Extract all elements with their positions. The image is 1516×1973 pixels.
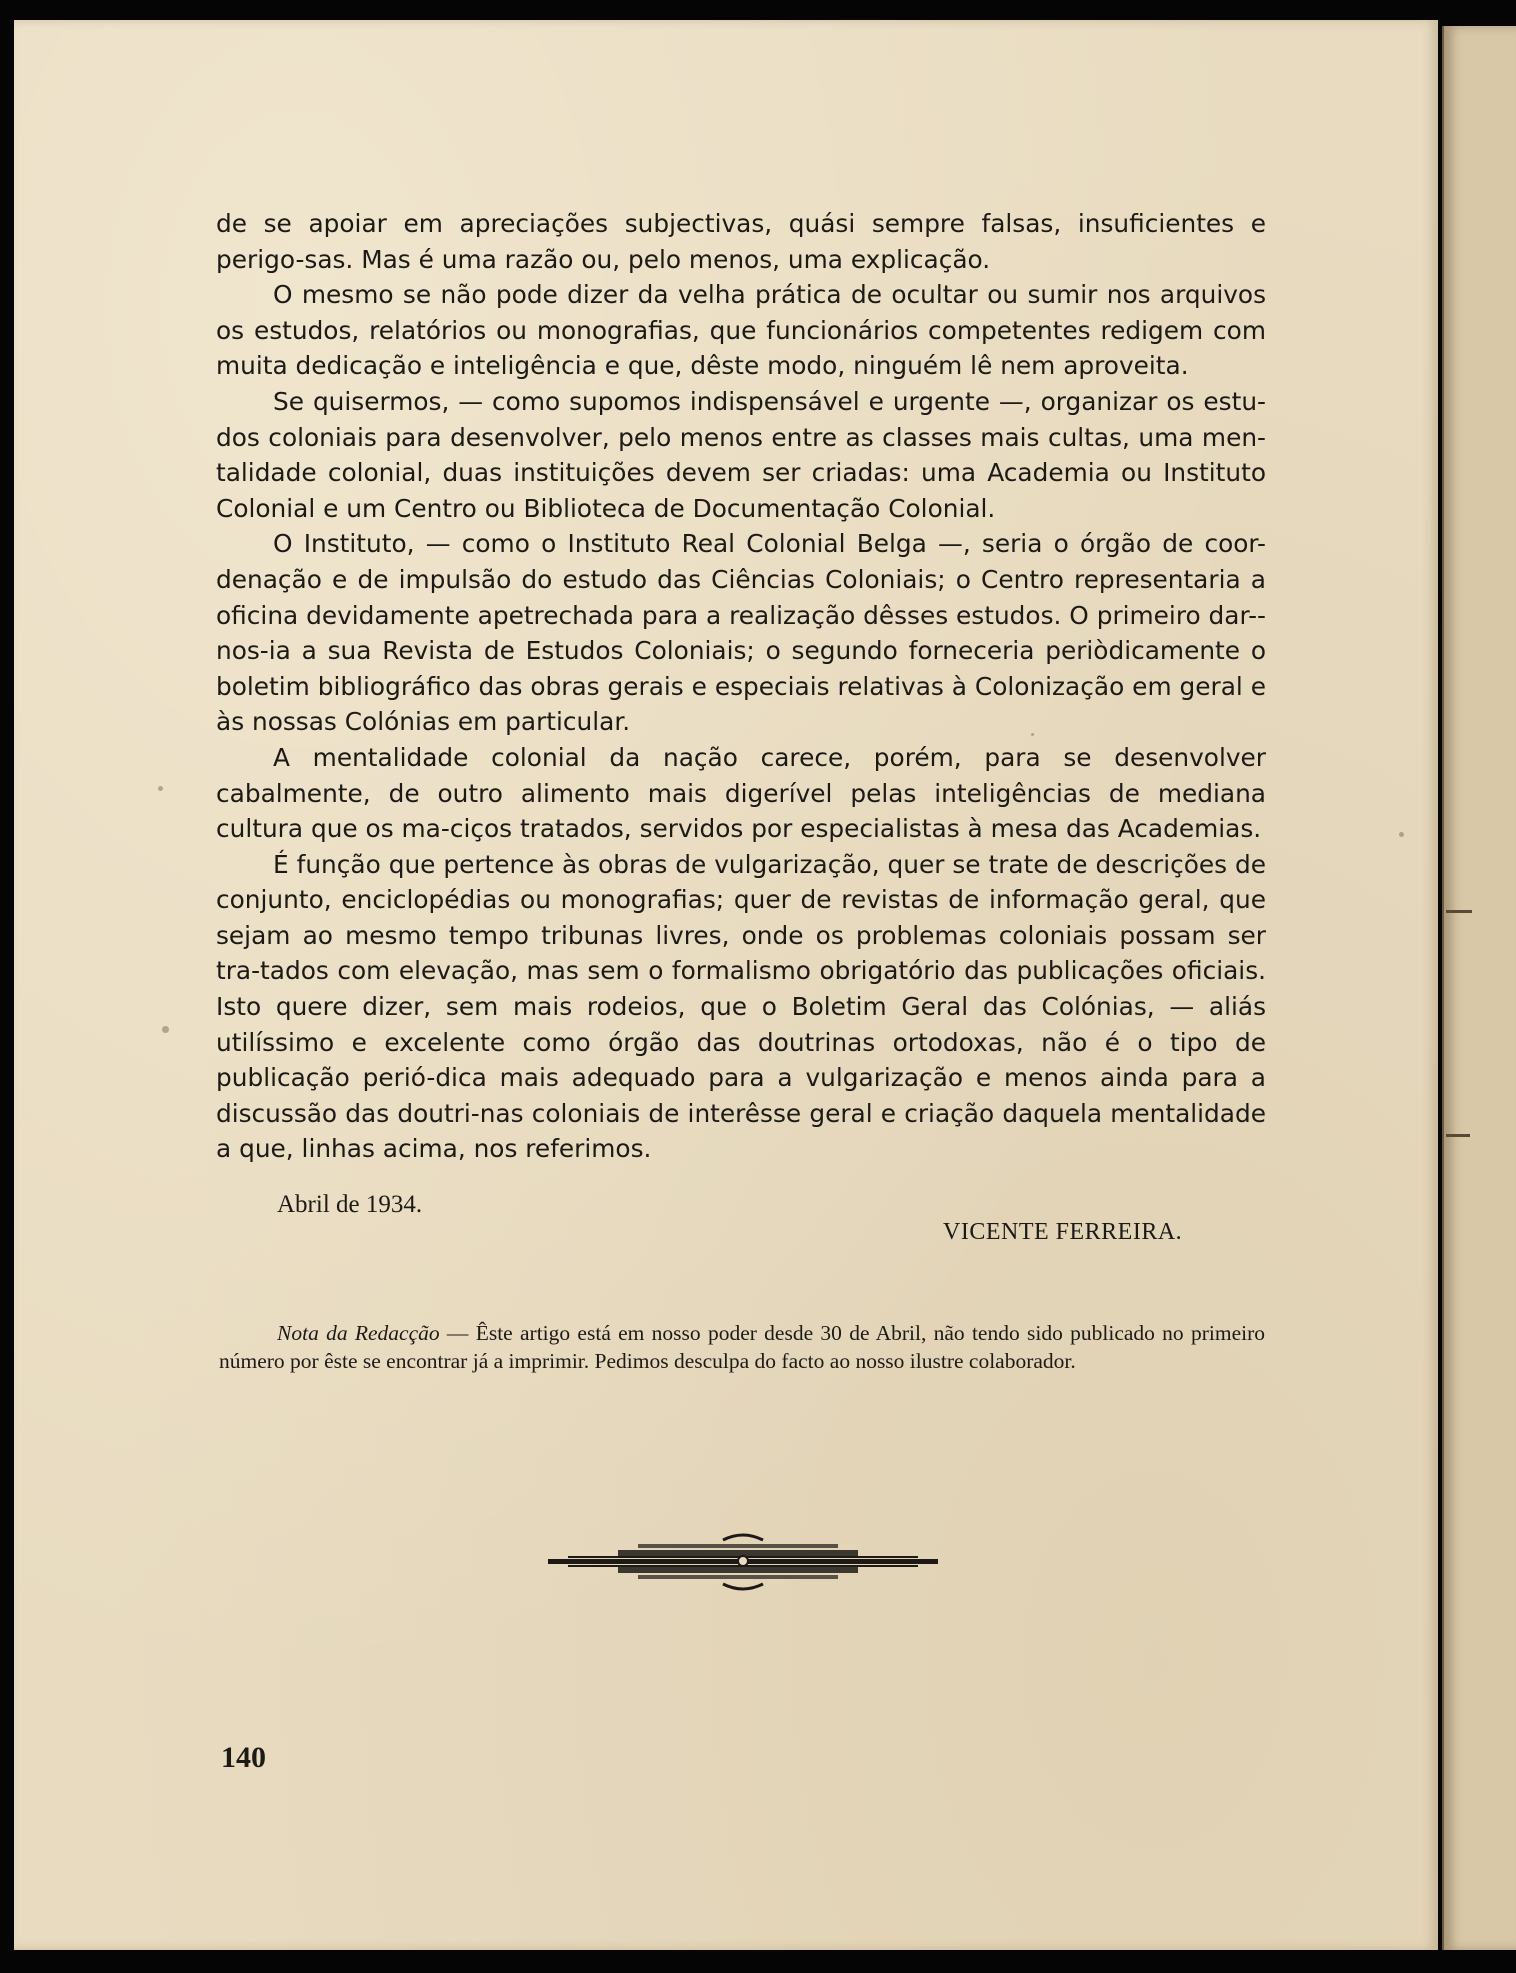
- paragraph: Se quisermos, — como supomos indispensável e urgente —, organizar os estu-dos coloniais para desenvolver, pelo menos entre as classes mais cultas, uma men-talidade colonial, duas instituições devem ser criadas: uma Academia ou Instituto Colonial e um Centro ou Biblioteca de Documentação Colonial.: [216, 386, 1266, 523]
- paper-speck: [162, 1026, 169, 1033]
- paragraph: O Instituto, — como o Instituto Real Colonial Belga —, seria o órgão de coor-denação e de impulsão do estudo das Ciências Coloniais; o Centro representaria a oficina devidamente apetrechada para a realização dêsses estudos. O primeiro dar--nos-ia a sua Revista de Estudos Coloniais; o segundo forneceria periòdicamente o boletim bibliográfico das obras gerais e especiais relativas à Colonização em geral e às nossas Colónias em particular.: [216, 529, 1266, 737]
- decorative-ornament-icon: [548, 1530, 938, 1594]
- editorial-note-text: — Êste artigo está em nosso poder desde 30 de Abril, não tendo sido publicado no primeiro número por êste se encontrar já a imprimir. Pedimos desculpa do facto ao nosso ilustre colaborador.: [219, 1321, 1265, 1373]
- editorial-note: [219, 1319, 1265, 1375]
- article-body: [216, 206, 1266, 1167]
- paragraph: O mesmo se não pode dizer da velha prática de ocultar ou sumir nos arquivos os estudos, relatórios ou monografias, que funcionários competentes redigem com muita dedicação e inteligência e que, dêste modo, ninguém lê nem aproveita.: [216, 280, 1266, 381]
- facing-page-edge: [1442, 26, 1516, 1950]
- author-signature: VICENTE FERREIRA.: [943, 1219, 1183, 1245]
- date-line: Abril de 1934.: [277, 1191, 423, 1218]
- paragraph: A mentalidade colonial da nação carece, porém, para se desenvolver cabalmente, de outro alimento mais digerível pelas inteligências de mediana cultura que os ma-ciços tratados, servidos por especialistas à mesa das Academias.: [216, 742, 1266, 844]
- page-number: 140: [221, 1741, 266, 1774]
- paragraph: de se apoiar em apreciações subjectivas, quási sempre falsas, insuficientes e perigo-sas. Mas é uma razão ou, pelo menos, uma explicação.: [216, 209, 1266, 274]
- paragraph: É função que pertence às obras de vulgarização, quer se trate de descrições de conjunto, enciclopédias ou monografias; quer de revistas de informação geral, que sejam ao mesmo tempo tribunas livres, onde os problemas coloniais possam ser tra-tados com elevação, mas sem o formalismo obrigatório das publicações oficiais. Isto quere dizer, sem mais rodeios, que o Boletim Geral das Colónias, — aliás utilíssimo e excelente como órgão das doutrinas ortodoxas, não é o tipo de publicação perió-dica mais adequado para a vulgarização e menos ainda para a discussão das doutri-nas coloniais de interêsse geral e criação daquela mentalidade a que, linhas acima, nos referimos.: [216, 849, 1266, 1164]
- binding-mark: [1446, 910, 1472, 913]
- binding-mark: [1446, 1134, 1470, 1137]
- paper-speck: [158, 786, 163, 791]
- paper-speck: [1399, 832, 1404, 837]
- editorial-note-label: Nota da Redacção: [277, 1321, 440, 1345]
